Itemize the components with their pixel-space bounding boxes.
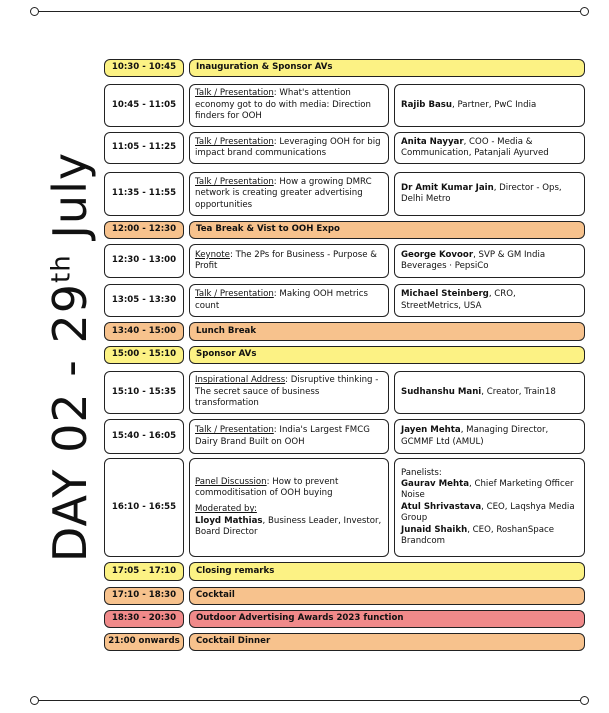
session-banner <box>189 587 585 605</box>
session-banner <box>189 346 585 364</box>
session-title: : India's Largest FMCG Dairy Brand Built on OOH <box>195 425 370 447</box>
session-description <box>189 244 389 278</box>
speaker-name: Sudhanshu Mani <box>401 386 482 397</box>
session-description <box>189 419 389 454</box>
time-slot <box>104 132 184 164</box>
speaker-role: , Creator, Train18 <box>481 386 556 397</box>
time-slot <box>104 610 184 628</box>
time-slot <box>104 346 184 364</box>
schedule-row <box>104 562 585 581</box>
time-label: 16:10 - 16:55 <box>111 501 177 512</box>
session-title: : Making OOH metrics count <box>195 289 368 311</box>
time-slot <box>104 84 184 127</box>
time-label: 10:30 - 10:45 <box>111 62 177 73</box>
panelist-name: Gaurav Mehta <box>401 479 470 490</box>
speaker-role: , SVP & GM India Beverages · PepsiCo <box>401 249 546 271</box>
time-label: 10:45 - 11:05 <box>111 99 177 110</box>
speaker-name: Dr Amit Kumar Jain <box>401 182 494 193</box>
panelist-name: Junaid Shaikh <box>401 524 468 535</box>
time-label: 15:40 - 16:05 <box>111 430 177 441</box>
schedule-row <box>104 172 585 216</box>
speaker-role: , COO - Media & Communication, Patanjali Ayurved <box>401 136 549 158</box>
schedule-row <box>104 221 585 239</box>
session-label: Outdoor Advertising Awards 2023 function <box>196 613 404 624</box>
time-slot <box>104 172 184 216</box>
time-slot <box>104 322 184 341</box>
time-label: 17:05 - 17:10 <box>111 565 177 576</box>
speaker-box <box>394 371 585 414</box>
schedule-row <box>104 346 585 364</box>
session-type: Talk / Presentation <box>195 289 274 300</box>
session-title: : How a growing DMRC network is creating greater advertising opportunities <box>195 176 372 210</box>
session-description <box>189 132 389 164</box>
day-title-main: DAY 02 - 29 <box>43 282 97 563</box>
session-description <box>189 172 389 216</box>
time-label: 13:40 - 15:00 <box>111 325 177 336</box>
session-label: Inauguration & Sponsor AVs <box>196 62 333 73</box>
day-title <box>43 151 97 563</box>
session-type: Inspirational Address <box>195 375 286 386</box>
moderator-name: Lloyd Mathias <box>195 515 263 526</box>
session-type: Talk / Presentation <box>195 88 274 99</box>
time-slot <box>104 419 184 454</box>
panelist-role: , Chief Marketing Officer Noise <box>401 479 574 501</box>
speaker-box <box>394 84 585 127</box>
session-title: : Disruptive thinking - The secret sauce of business transformation <box>195 375 379 409</box>
time-slot <box>104 633 184 651</box>
session-banner <box>189 59 585 77</box>
panelists-label: Panelists: <box>401 467 442 478</box>
session-type: Keynote <box>195 249 230 260</box>
schedule-row <box>104 322 585 341</box>
panelist <box>401 502 578 525</box>
speaker-box <box>394 419 585 454</box>
panelist <box>401 479 578 502</box>
session-banner <box>189 221 585 239</box>
top-rule <box>34 11 584 12</box>
time-label: 15:00 - 15:10 <box>111 349 177 360</box>
speaker-box <box>394 172 585 216</box>
session-banner <box>189 633 585 651</box>
time-slot <box>104 59 184 77</box>
session-type: Talk / Presentation <box>195 425 274 436</box>
bottom-left-dot <box>30 696 39 705</box>
session-banner <box>189 610 585 628</box>
time-slot <box>104 221 184 239</box>
time-slot <box>104 371 184 414</box>
schedule-row <box>104 284 585 317</box>
day-title-month: July <box>43 151 97 239</box>
schedule-row <box>104 458 585 557</box>
moderator-role: , Business Leader, Investor, Board Director <box>195 515 382 538</box>
time-slot <box>104 284 184 317</box>
speaker-role: , Partner, PwC India <box>452 99 537 110</box>
bottom-rule <box>34 700 584 701</box>
schedule-row <box>104 59 585 77</box>
session-label: Sponsor AVs <box>196 349 257 360</box>
speaker-box <box>394 458 585 557</box>
day-title-suffix: th <box>46 254 77 283</box>
session-description <box>189 371 389 414</box>
session-banner <box>189 562 585 581</box>
top-left-dot <box>30 7 39 16</box>
speaker-name: Michael Steinberg <box>401 289 489 300</box>
session-type: Talk / Presentation <box>195 136 274 147</box>
panelist-role: , CEO, RoshanSpace Brandcom <box>401 524 555 546</box>
time-label: 21:00 onwards <box>108 636 180 647</box>
session-title: : The 2Ps for Business - Purpose & Profit <box>195 249 377 271</box>
session-label: Cocktail <box>196 590 235 601</box>
session-title: : How to prevent commoditisation of OOH buying <box>195 476 339 498</box>
time-slot <box>104 587 184 605</box>
schedule-row <box>104 633 585 651</box>
time-label: 18:30 - 20:30 <box>111 613 177 624</box>
speaker-box <box>394 284 585 317</box>
session-description <box>189 84 389 127</box>
speaker-box <box>394 132 585 164</box>
panelist <box>401 525 578 548</box>
panelist-name: Atul Shrivastava <box>401 501 482 512</box>
speaker-name: George Kovoor <box>401 249 474 260</box>
speaker-role: , Managing Director, GCMMF Ltd (AMUL) <box>401 425 549 447</box>
time-label: 11:05 - 11:25 <box>111 142 177 153</box>
session-label: Closing remarks <box>196 565 275 576</box>
bottom-right-dot <box>580 696 589 705</box>
session-title: : What's attention economy got to do with media: Direction finders for OOH <box>195 88 371 122</box>
session-label: Lunch Break <box>196 325 257 336</box>
schedule-row <box>104 371 585 414</box>
schedule-row <box>104 610 585 628</box>
time-slot <box>104 458 184 557</box>
session-type: Panel Discussion <box>195 476 267 487</box>
time-label: 12:00 - 12:30 <box>111 224 177 235</box>
schedule-row <box>104 244 585 278</box>
time-label: 15:10 - 15:35 <box>111 386 177 397</box>
time-label: 12:30 - 13:00 <box>111 255 177 266</box>
speaker-role: , Director - Ops, Delhi Metro <box>401 182 562 204</box>
moderated-by-label: Moderated by: <box>195 504 257 515</box>
time-label: 17:10 - 18:30 <box>111 590 177 601</box>
session-description <box>189 458 389 557</box>
speaker-box <box>394 244 585 278</box>
speaker-role: , CRO, StreetMetrics, USA <box>401 289 516 311</box>
session-type: Talk / Presentation <box>195 176 274 187</box>
speaker-name: Rajib Basu <box>401 99 453 110</box>
session-label: Cocktail Dinner <box>196 636 271 647</box>
schedule-row <box>104 587 585 605</box>
schedule-row <box>104 132 585 164</box>
top-right-dot <box>580 7 589 16</box>
session-label: Tea Break & Vist to OOH Expo <box>196 224 340 235</box>
time-slot <box>104 562 184 581</box>
session-banner <box>189 322 585 341</box>
session-title: : Leveraging OOH for big impact brand communications <box>195 136 381 158</box>
speaker-name: Jayen Mehta <box>401 425 461 436</box>
schedule-row <box>104 84 585 127</box>
schedule-row <box>104 419 585 454</box>
time-slot <box>104 244 184 278</box>
time-label: 13:05 - 13:30 <box>111 294 177 305</box>
panelist-role: , CEO, Laqshya Media Group <box>401 501 575 524</box>
session-description <box>189 284 389 317</box>
time-label: 11:35 - 11:55 <box>111 188 177 199</box>
speaker-name: Anita Nayyar <box>401 136 464 147</box>
